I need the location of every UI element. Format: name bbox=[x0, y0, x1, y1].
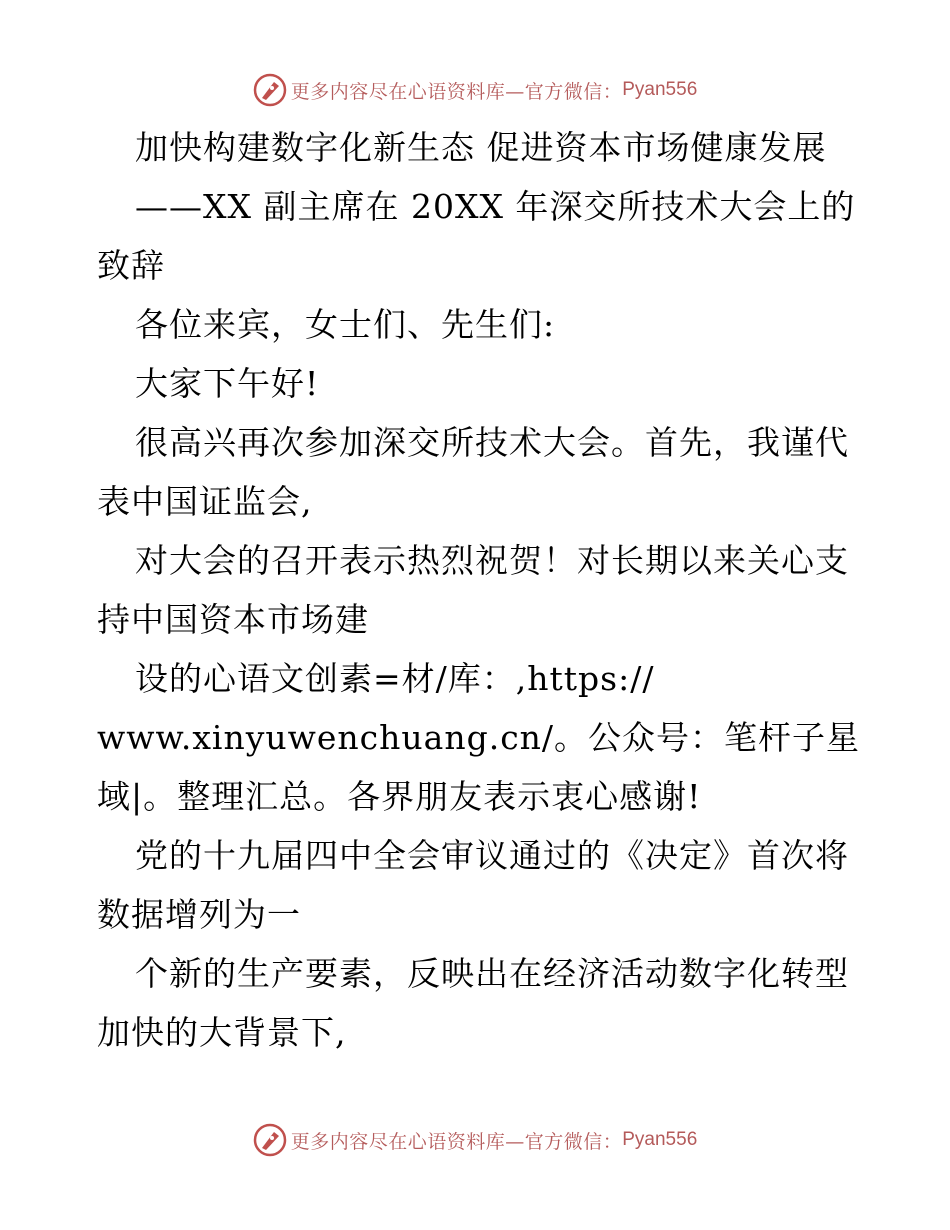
subtitle-continuation: 致辞 bbox=[97, 246, 165, 285]
pen-nib-logo-icon bbox=[253, 73, 287, 107]
banner-wechat-id: Pyan556 bbox=[622, 79, 698, 100]
paragraph-line: 党的十九届四中全会审议通过的《决定》首次将 bbox=[135, 836, 849, 875]
banner-wechat-id: Pyan556 bbox=[622, 1129, 698, 1150]
salutation: 各位来宾，女士们、先生们: bbox=[135, 305, 556, 344]
header-banner bbox=[0, 70, 950, 110]
title-line: 加快构建数字化新生态 促进资本市场健康发展 bbox=[135, 128, 827, 167]
footer-banner bbox=[0, 1120, 950, 1160]
paragraph-line: 数据增列为一 bbox=[97, 895, 301, 934]
document-body bbox=[97, 118, 861, 1062]
paragraph-line: 个新的生产要素，反映出在经济活动数字化转型 bbox=[135, 954, 849, 993]
greeting: 大家下午好! bbox=[135, 364, 320, 403]
paragraph-line: www.xinyuwenchuang.cn/。公众号：笔杆子星 bbox=[97, 718, 861, 757]
banner-text: 更多内容尽在心语资料库—官方微信： bbox=[290, 1130, 623, 1153]
paragraph-line: 持中国资本市场建 bbox=[97, 600, 369, 639]
paragraph-line: 加快的大背景下, bbox=[97, 1013, 347, 1052]
paragraph-line: 对大会的召开表示热烈祝贺！对长期以来关心支 bbox=[135, 541, 849, 580]
pen-nib-logo-icon bbox=[253, 1123, 287, 1157]
paragraph-line: 表中国证监会, bbox=[97, 482, 313, 521]
subtitle-line: ——XX 副主席在 20XX 年深交所技术大会上的 bbox=[135, 187, 856, 226]
paragraph-line: 很高兴再次参加深交所技术大会。首先，我谨代 bbox=[135, 423, 849, 462]
paragraph-line: 设的心语文创素=材/库：,https:// bbox=[135, 659, 655, 698]
paragraph-line: 域|。整理汇总。各界朋友表示衷心感谢! bbox=[97, 777, 702, 816]
banner-text: 更多内容尽在心语资料库—官方微信： bbox=[290, 80, 623, 103]
